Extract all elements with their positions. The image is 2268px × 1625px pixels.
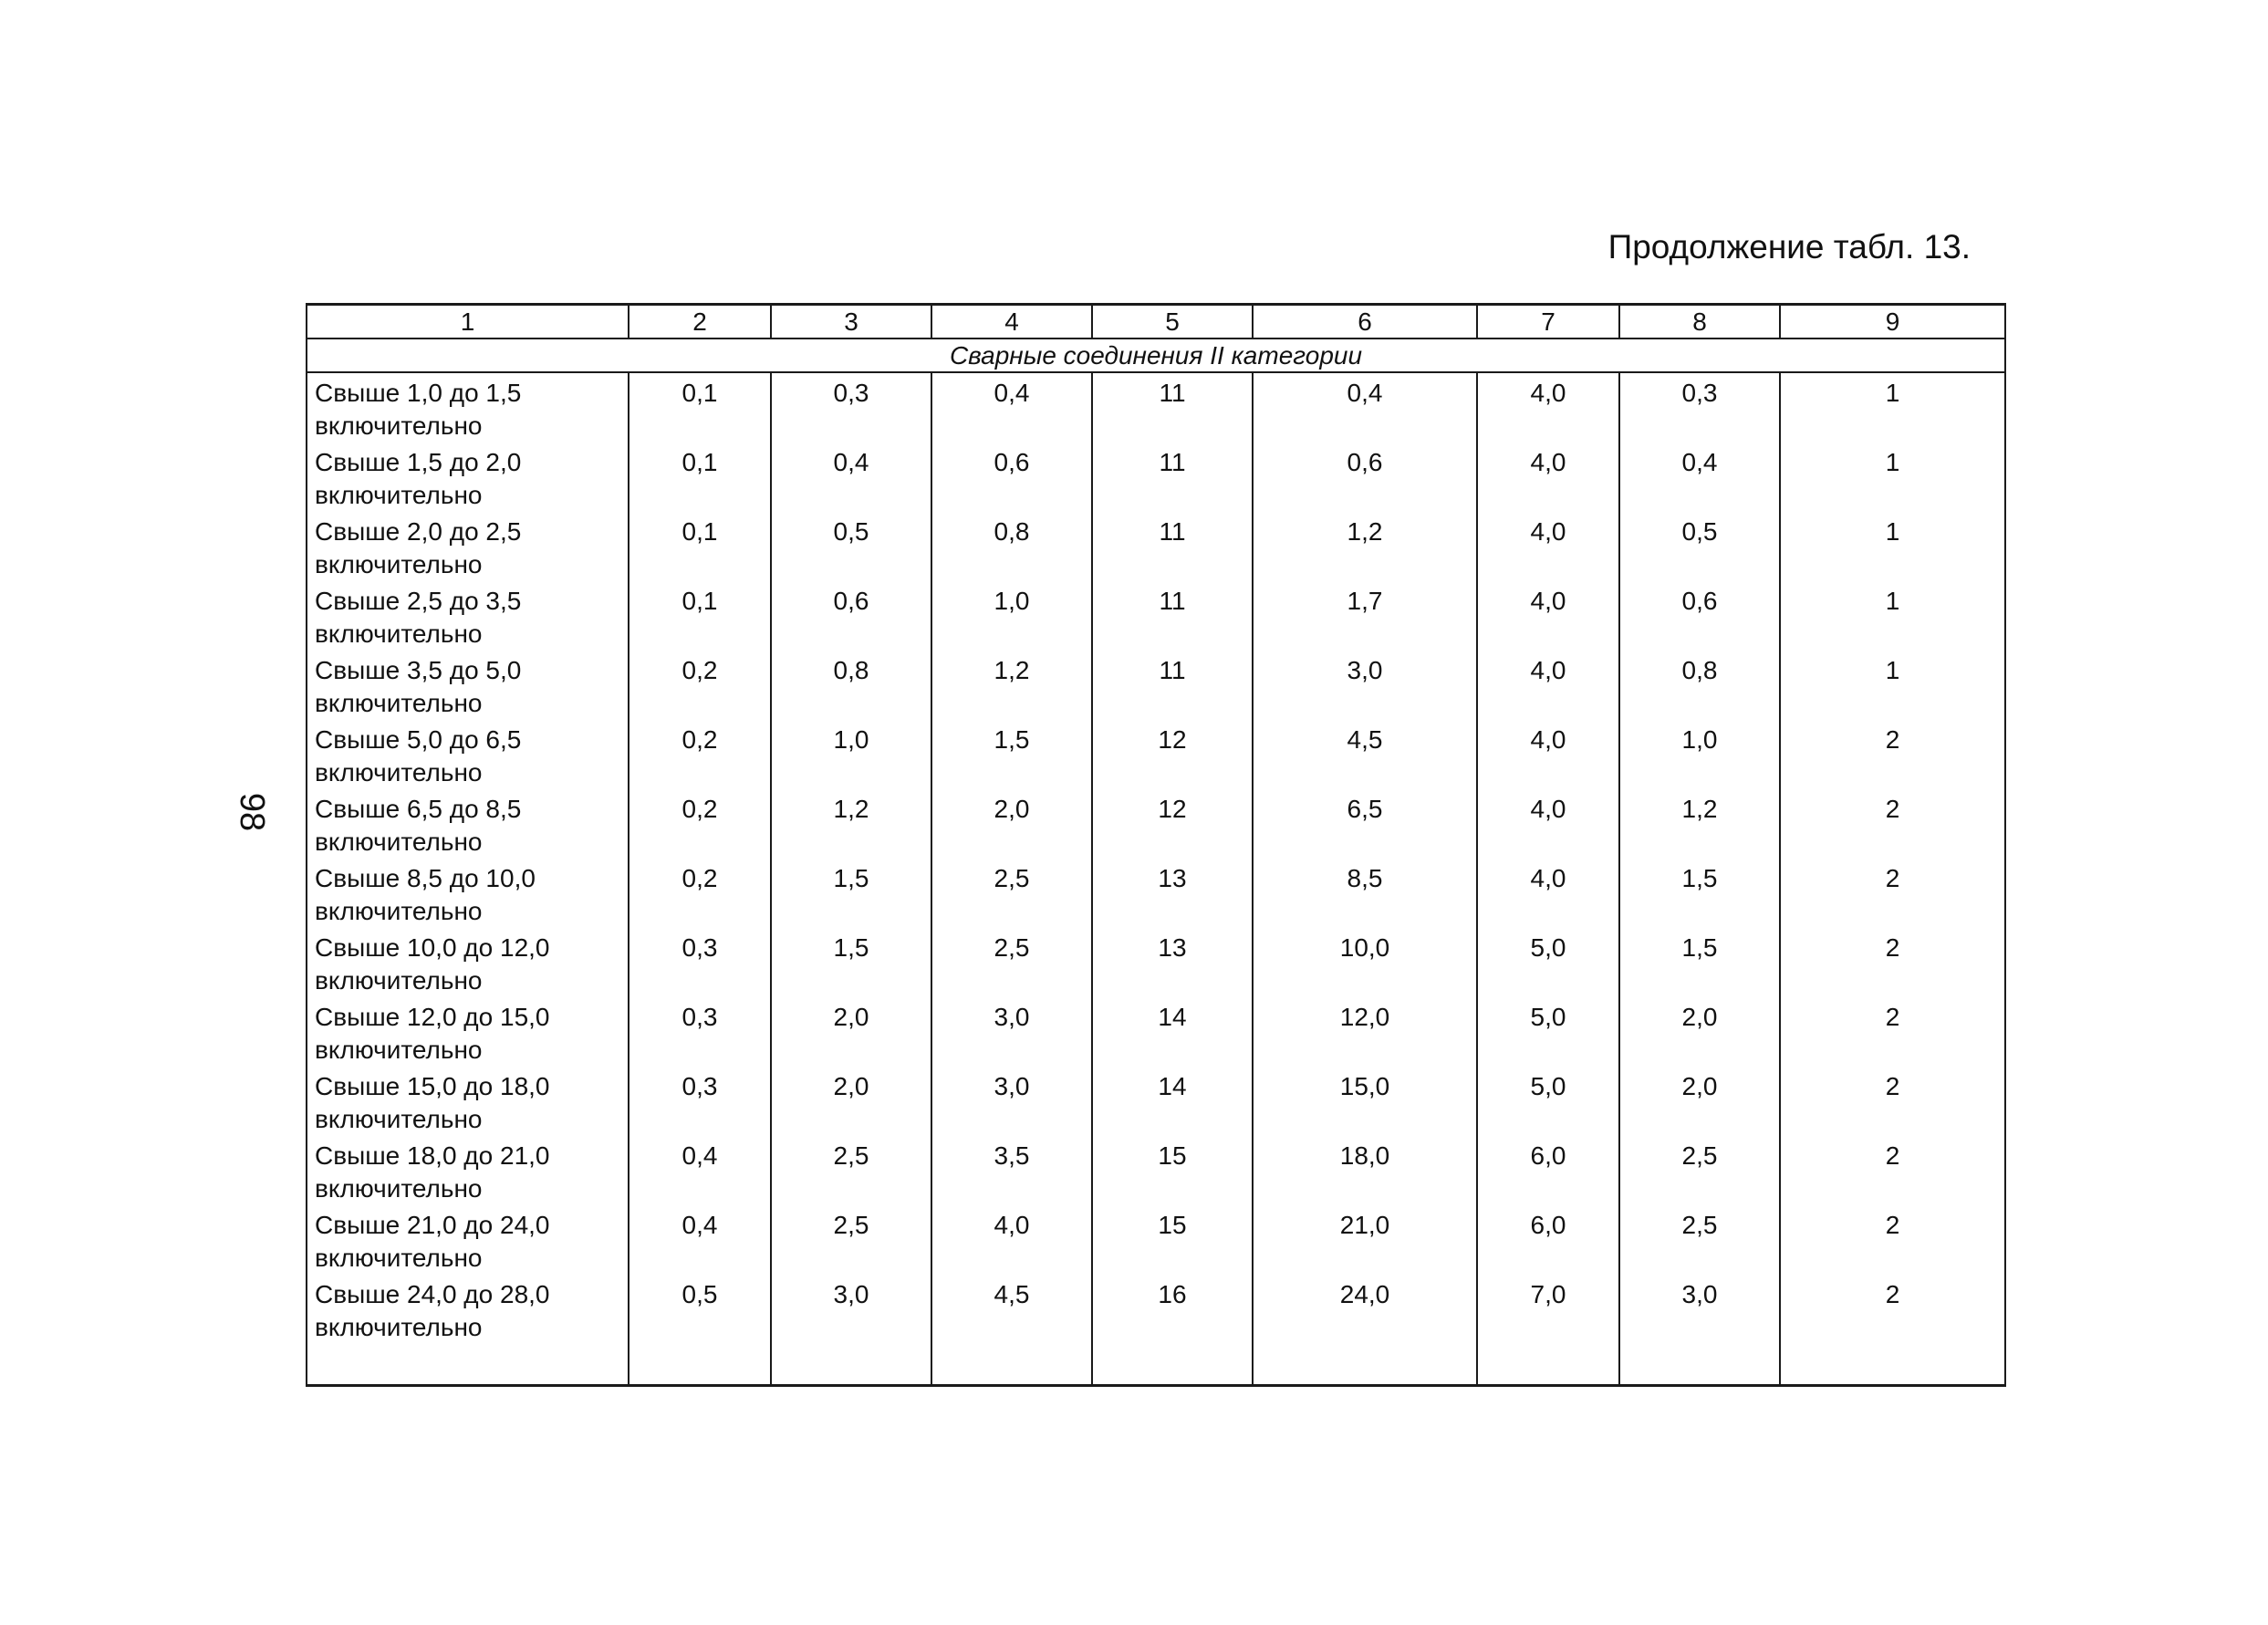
table-cell: 0,3	[629, 1067, 771, 1136]
table-row	[307, 928, 2005, 997]
table-cell: 11	[1092, 512, 1253, 581]
table-cell: 12	[1092, 720, 1253, 789]
table-cell: 15	[1092, 1136, 1253, 1205]
table-cell: 3,0	[931, 1067, 1092, 1136]
table-cell: 0,1	[629, 512, 771, 581]
table-cell: 2	[1780, 1205, 2005, 1275]
table-cell: 2,0	[771, 997, 931, 1067]
table-row	[307, 372, 2005, 443]
table-cell: 0,3	[771, 372, 931, 443]
table-cell: 1,5	[1619, 928, 1780, 997]
table-cell: 0,6	[931, 443, 1092, 512]
table-cell: 3,0	[771, 1275, 931, 1386]
table-cell: 2,5	[1619, 1205, 1780, 1275]
table-cell: 2,5	[771, 1136, 931, 1205]
table-cell: 14	[1092, 997, 1253, 1067]
table-cell: 1,7	[1253, 581, 1477, 651]
row-label: Свыше 8,5 до 10,0 включительно	[307, 859, 629, 928]
table-cell: 11	[1092, 581, 1253, 651]
table-row	[307, 789, 2005, 859]
table-cell: 3,0	[1619, 1275, 1780, 1386]
row-label: Свыше 6,5 до 8,5 включительно	[307, 789, 629, 859]
row-label: Свыше 21,0 до 24,0 включительно	[307, 1205, 629, 1275]
column-number: 7	[1477, 305, 1619, 339]
table-cell: 0,4	[629, 1205, 771, 1275]
table-cell: 21,0	[1253, 1205, 1477, 1275]
table-cell: 4,0	[1477, 859, 1619, 928]
table-cell: 2	[1780, 859, 2005, 928]
column-number: 1	[307, 305, 629, 339]
column-number: 5	[1092, 305, 1253, 339]
table-cell: 0,2	[629, 789, 771, 859]
table-row	[307, 651, 2005, 720]
table-row	[307, 859, 2005, 928]
table-cell: 1,2	[771, 789, 931, 859]
row-label: Свыше 5,0 до 6,5 включительно	[307, 720, 629, 789]
table-cell: 1	[1780, 372, 2005, 443]
row-label: Свыше 12,0 до 15,0 включительно	[307, 997, 629, 1067]
table-cell: 0,6	[771, 581, 931, 651]
table-cell: 4,0	[931, 1205, 1092, 1275]
table-row	[307, 997, 2005, 1067]
table-cell: 2,5	[931, 928, 1092, 997]
table-cell: 2,0	[771, 1067, 931, 1136]
row-label: Свыше 1,5 до 2,0 включительно	[307, 443, 629, 512]
column-number: 2	[629, 305, 771, 339]
table-cell: 4,0	[1477, 789, 1619, 859]
table-cell: 1	[1780, 443, 2005, 512]
table-cell: 2	[1780, 1136, 2005, 1205]
table-cell: 0,2	[629, 720, 771, 789]
column-number: 4	[931, 305, 1092, 339]
table-cell: 3,5	[931, 1136, 1092, 1205]
table-cell: 0,5	[1619, 512, 1780, 581]
table-cell: 3,0	[1253, 651, 1477, 720]
table-cell: 0,4	[1619, 443, 1780, 512]
table-body	[307, 339, 2005, 1386]
row-label: Свыше 18,0 до 21,0 включительно	[307, 1136, 629, 1205]
table-cell: 1,0	[931, 581, 1092, 651]
table-cell: 0,3	[1619, 372, 1780, 443]
column-number: 8	[1619, 305, 1780, 339]
table-cell: 0,4	[771, 443, 931, 512]
row-label: Свыше 1,0 до 1,5 включительно	[307, 372, 629, 443]
table-cell: 3,0	[931, 997, 1092, 1067]
table-cell: 1	[1780, 651, 2005, 720]
table-cell: 0,3	[629, 928, 771, 997]
table-cell: 4,0	[1477, 651, 1619, 720]
table-cell: 11	[1092, 443, 1253, 512]
table-cell: 1,2	[931, 651, 1092, 720]
table-cell: 4,5	[1253, 720, 1477, 789]
table-cell: 4,0	[1477, 720, 1619, 789]
table-cell: 2,5	[1619, 1136, 1780, 1205]
row-label: Свыше 24,0 до 28,0 включительно	[307, 1275, 629, 1386]
table-cell: 4,0	[1477, 512, 1619, 581]
table-cell: 0,4	[629, 1136, 771, 1205]
column-number-row	[307, 305, 2005, 339]
table-cell: 0,6	[1619, 581, 1780, 651]
table-row	[307, 720, 2005, 789]
table-cell: 0,8	[1619, 651, 1780, 720]
table-cell: 6,0	[1477, 1136, 1619, 1205]
table-cell: 10,0	[1253, 928, 1477, 997]
table-cell: 18,0	[1253, 1136, 1477, 1205]
table-cell: 1,0	[771, 720, 931, 789]
column-number: 6	[1253, 305, 1477, 339]
table-cell: 5,0	[1477, 928, 1619, 997]
table-caption: Продолжение табл. 13.	[1607, 228, 1971, 266]
table-row	[307, 1275, 2005, 1386]
table-cell: 1,5	[771, 859, 931, 928]
table-cell: 14	[1092, 1067, 1253, 1136]
table-cell: 0,4	[1253, 372, 1477, 443]
column-number: 3	[771, 305, 931, 339]
table-cell: 2	[1780, 1067, 2005, 1136]
table-cell: 1,2	[1253, 512, 1477, 581]
table-cell: 0,5	[629, 1275, 771, 1386]
table-cell: 0,8	[931, 512, 1092, 581]
table-cell: 11	[1092, 372, 1253, 443]
table-cell: 2,0	[1619, 1067, 1780, 1136]
table-cell: 24,0	[1253, 1275, 1477, 1386]
table-cell: 11	[1092, 651, 1253, 720]
table-cell: 0,5	[771, 512, 931, 581]
table-cell: 1	[1780, 512, 2005, 581]
table-cell: 1,5	[1619, 859, 1780, 928]
table-cell: 2	[1780, 720, 2005, 789]
table-cell: 1,5	[771, 928, 931, 997]
row-label: Свыше 2,0 до 2,5 включительно	[307, 512, 629, 581]
page-number: 98	[233, 792, 271, 832]
table-cell: 13	[1092, 928, 1253, 997]
table-cell: 2,0	[1619, 997, 1780, 1067]
table-cell: 6,5	[1253, 789, 1477, 859]
table-cell: 13	[1092, 859, 1253, 928]
section-title-row	[307, 339, 2005, 372]
table-row	[307, 1205, 2005, 1275]
table-cell: 15,0	[1253, 1067, 1477, 1136]
table-cell: 16	[1092, 1275, 1253, 1386]
table-cell: 0,8	[771, 651, 931, 720]
table-cell: 2,5	[931, 859, 1092, 928]
table-cell: 2,0	[931, 789, 1092, 859]
table-cell: 0,1	[629, 581, 771, 651]
section-title: Сварные соединения II категории	[307, 339, 2005, 372]
table-cell: 1,2	[1619, 789, 1780, 859]
table-cell: 7,0	[1477, 1275, 1619, 1386]
table-row	[307, 581, 2005, 651]
table-cell: 1,0	[1619, 720, 1780, 789]
table-cell: 2,5	[771, 1205, 931, 1275]
table-row	[307, 1136, 2005, 1205]
table-cell: 0,4	[931, 372, 1092, 443]
table-cell: 12,0	[1253, 997, 1477, 1067]
data-table	[306, 303, 2006, 1387]
table-cell: 5,0	[1477, 1067, 1619, 1136]
table-cell: 1	[1780, 581, 2005, 651]
table-cell: 2	[1780, 997, 2005, 1067]
table-cell: 0,3	[629, 997, 771, 1067]
table-cell: 4,0	[1477, 372, 1619, 443]
table-cell: 4,0	[1477, 443, 1619, 512]
table-cell: 4,0	[1477, 581, 1619, 651]
table-cell: 15	[1092, 1205, 1253, 1275]
table-cell: 12	[1092, 789, 1253, 859]
table-cell: 1,5	[931, 720, 1092, 789]
table-row	[307, 1067, 2005, 1136]
table-cell: 0,2	[629, 859, 771, 928]
table-row	[307, 443, 2005, 512]
column-number: 9	[1780, 305, 2005, 339]
table-cell: 6,0	[1477, 1205, 1619, 1275]
row-label: Свыше 3,5 до 5,0 включительно	[307, 651, 629, 720]
table-cell: 2	[1780, 928, 2005, 997]
table-cell: 2	[1780, 1275, 2005, 1386]
table-cell: 0,1	[629, 443, 771, 512]
table-cell: 4,5	[931, 1275, 1092, 1386]
table-row	[307, 512, 2005, 581]
table-cell: 0,2	[629, 651, 771, 720]
table-cell: 0,6	[1253, 443, 1477, 512]
row-label: Свыше 10,0 до 12,0 включительно	[307, 928, 629, 997]
table-cell: 8,5	[1253, 859, 1477, 928]
row-label: Свыше 2,5 до 3,5 включительно	[307, 581, 629, 651]
table-cell: 2	[1780, 789, 2005, 859]
table-cell: 0,1	[629, 372, 771, 443]
table-cell: 5,0	[1477, 997, 1619, 1067]
row-label: Свыше 15,0 до 18,0 включительно	[307, 1067, 629, 1136]
